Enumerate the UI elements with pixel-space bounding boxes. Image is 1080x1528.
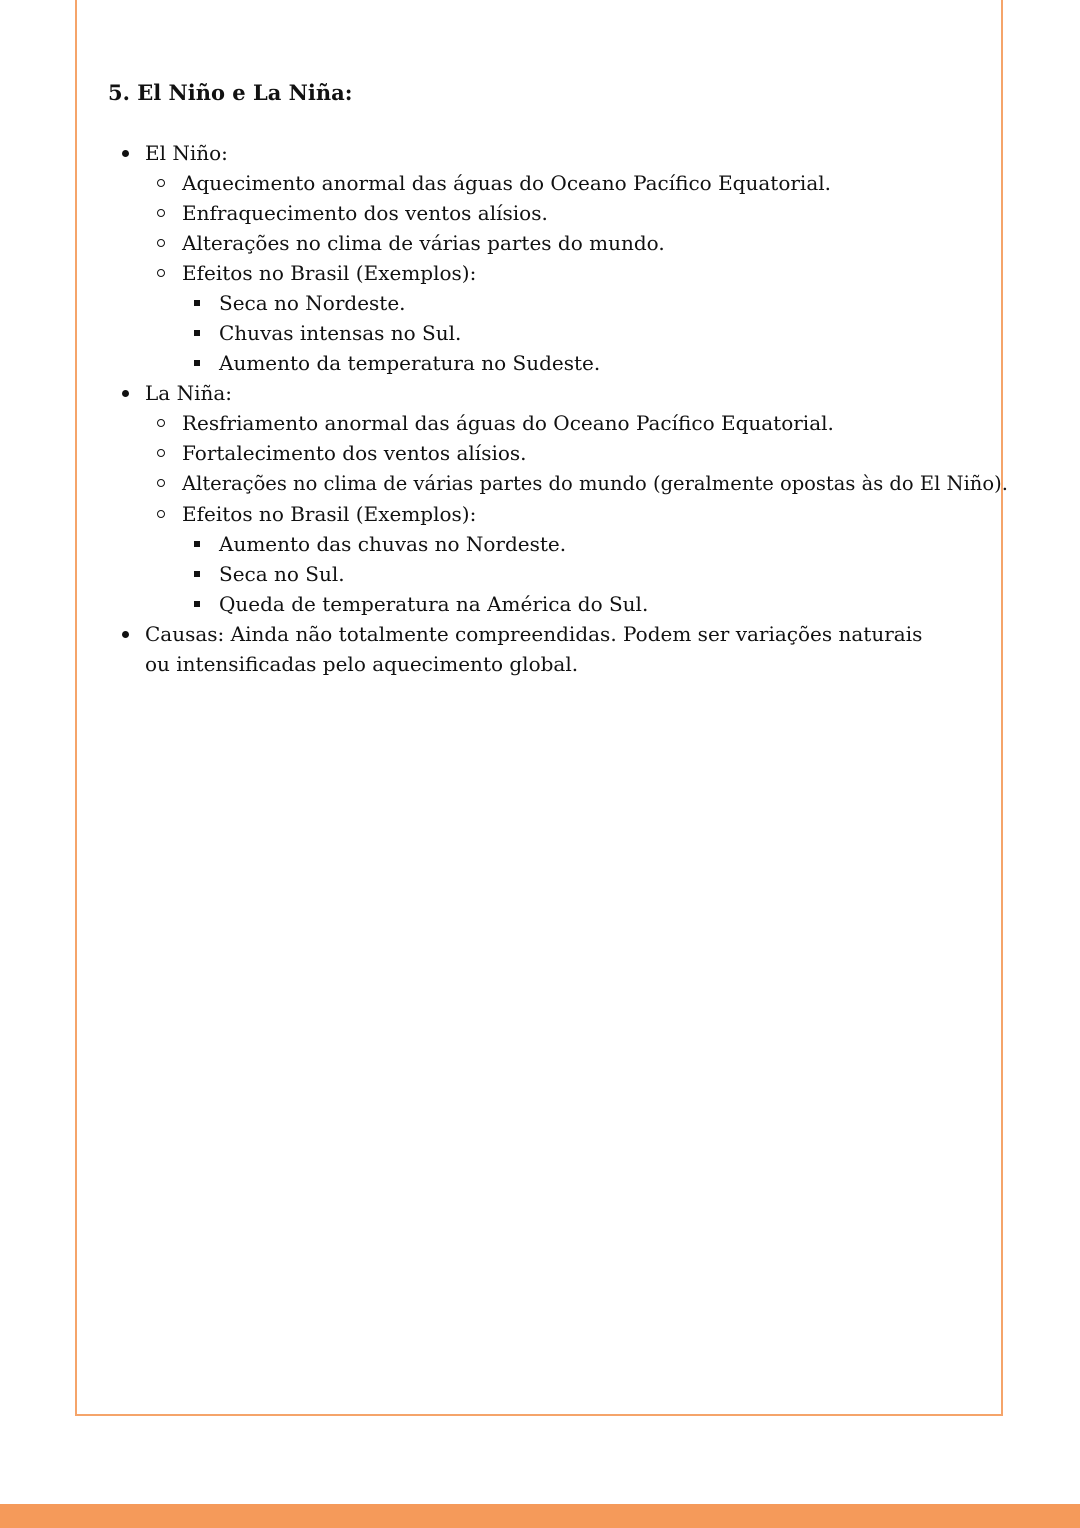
bullet-circle-icon <box>157 198 165 228</box>
list-item-text: Aumento da temperatura no Sudeste. <box>219 351 601 375</box>
bullet-circle-icon <box>157 438 165 468</box>
la-nina-effects-list <box>182 529 968 619</box>
list-item <box>182 288 968 318</box>
list-item-text: Alterações no clima de várias partes do mundo. <box>182 231 665 255</box>
list-item-text: Queda de temperatura na América do Sul. <box>219 592 649 616</box>
list-item-text: Enfraquecimento dos ventos alísios. <box>182 201 548 225</box>
list-item-causes <box>108 619 925 679</box>
el-nino-sublist <box>145 168 968 378</box>
causes-text: Causas: Ainda não totalmente compreendidas. Podem ser variações naturais ou intensificadas pelo aquecimento global. <box>145 622 923 676</box>
bullet-circle-icon <box>157 258 165 288</box>
list-item-text: Alterações no clima de várias partes do mundo (geralmente opostas às do El Niño). <box>182 472 1008 495</box>
list-item <box>182 529 968 559</box>
section-title: 5. El Niño e La Niña: <box>108 80 353 105</box>
bullet-circle-icon <box>157 468 165 498</box>
list-item <box>182 559 968 589</box>
list-item-text: Seca no Nordeste. <box>219 291 406 315</box>
list-item-la-nina <box>108 378 1008 619</box>
list-item <box>145 438 968 468</box>
list-item-text: Fortalecimento dos ventos alísios. <box>182 441 527 465</box>
la-nina-sublist <box>145 408 1008 619</box>
list-item <box>145 499 968 619</box>
list-item-text: Aquecimento anormal das águas do Oceano Pacífico Equatorial. <box>182 171 832 195</box>
list-item <box>182 589 968 619</box>
bullet-square-icon <box>194 559 200 589</box>
bullet-circle-icon <box>157 168 165 198</box>
bullet-square-icon <box>194 348 200 378</box>
list-item-text: Efeitos no Brasil (Exemplos): <box>182 261 477 285</box>
list-item <box>145 198 968 228</box>
el-nino-label: El Niño: <box>145 141 228 165</box>
list-item-el-nino <box>108 138 968 378</box>
bullet-disc-icon <box>122 138 130 168</box>
list-item-text: Resfriamento anormal das águas do Oceano Pacífico Equatorial. <box>182 411 834 435</box>
document-content <box>108 78 1008 679</box>
list-item-text: Chuvas intensas no Sul. <box>219 321 462 345</box>
bullet-circle-icon <box>157 228 165 258</box>
list-item <box>145 408 968 438</box>
list-item <box>145 168 968 198</box>
bullet-disc-icon <box>122 619 130 649</box>
bullet-circle-icon <box>157 499 165 529</box>
bullet-square-icon <box>194 288 200 318</box>
bullet-square-icon <box>194 589 200 619</box>
list-item <box>145 468 1008 499</box>
list-item <box>145 258 968 378</box>
list-item <box>145 228 968 258</box>
bottom-accent-bar <box>0 1504 1080 1528</box>
list-item <box>182 348 968 378</box>
list-item-text: Seca no Sul. <box>219 562 345 586</box>
list-item-text: Efeitos no Brasil (Exemplos): <box>182 502 477 526</box>
bullet-square-icon <box>194 529 200 559</box>
list-item <box>182 318 968 348</box>
bullet-disc-icon <box>122 378 130 408</box>
la-nina-label: La Niña: <box>145 381 233 405</box>
bullet-circle-icon <box>157 408 165 438</box>
bullet-square-icon <box>194 318 200 348</box>
el-nino-effects-list <box>182 288 968 378</box>
list-item-text: Aumento das chuvas no Nordeste. <box>219 532 567 556</box>
topic-list <box>108 138 1008 679</box>
